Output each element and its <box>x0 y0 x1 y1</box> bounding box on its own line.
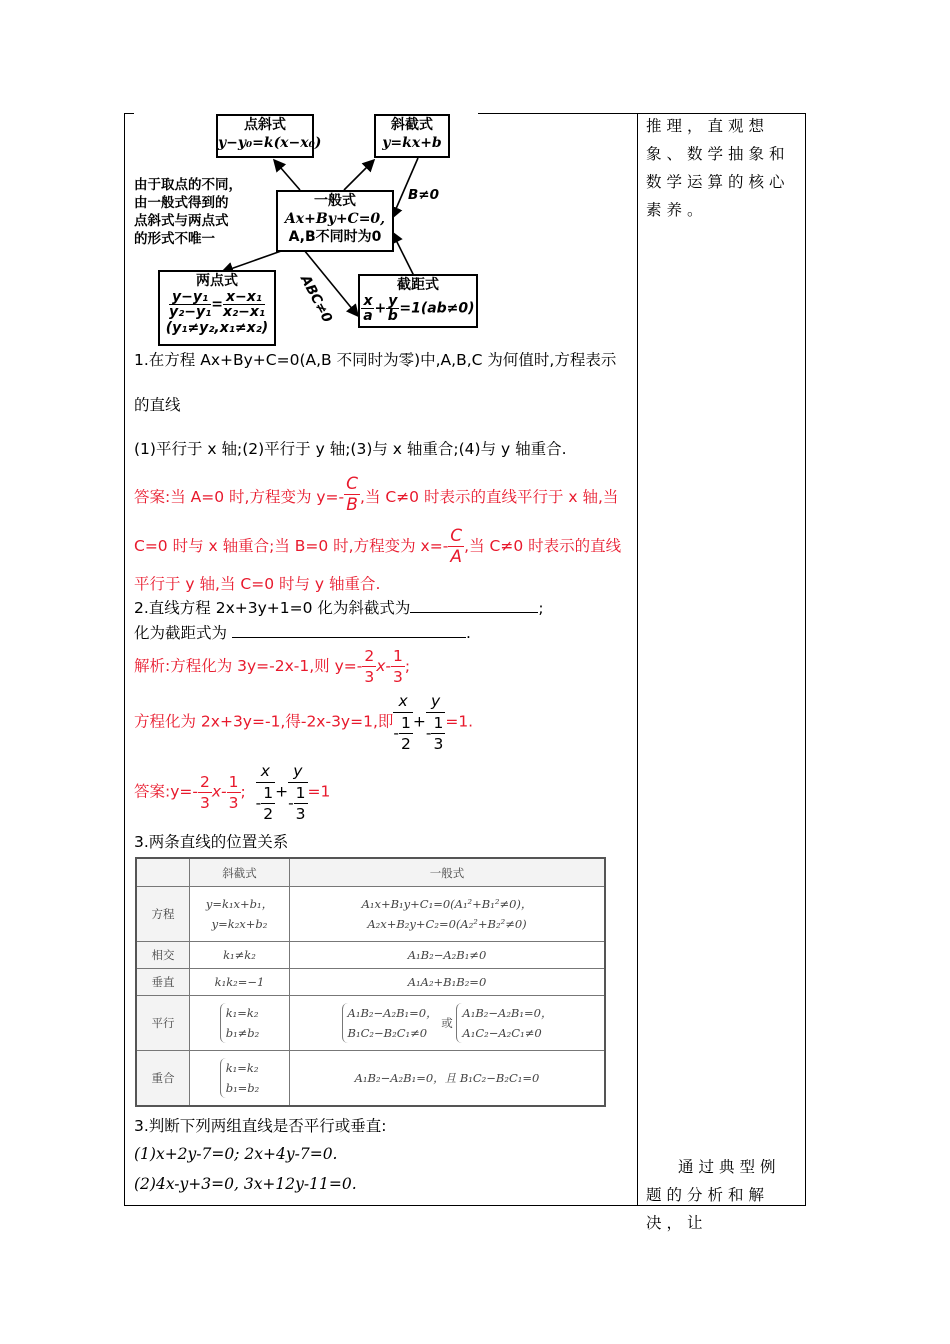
frac-y-over-neg-third: y - $\frac{1}{3}$ <box>425 692 444 753</box>
q2-blank-1 <box>410 598 538 613</box>
arrow-to-slope-intercept <box>344 160 374 190</box>
table-row: 垂直 k₁k₂=−1 A₁A₂+B₁B₂=0 <box>136 969 605 996</box>
q4-line1: (1)x+2y-7=0; 2x+4y-7=0. <box>134 1145 338 1163</box>
q1-answer-line2: C=0 时与 x 轴重合;当 B=0 时,方程变为 x=- $\frac{C}{A}$ ,当 C≠0 时表示的直线 <box>134 526 622 567</box>
table-row: 方程 y=k₁x+b₁， y=k₂x+b₂ A₁x+B₁y+C₁=0(A₁²+B₁²≠0)， A₂x+B₂y+C₂=0(A₂²+B₂²≠0) <box>136 887 605 942</box>
q1-line1: 1.在方程 Ax+By+C=0(A,B 不同时为零)中,A,B,C 为何值时,方程表示 <box>134 351 617 369</box>
label-abc-nonzero: ABC≠0 <box>296 272 336 326</box>
arrow-from-intercept <box>392 232 414 276</box>
two-point-frac-left: $\frac{\text{y−y₁}}{\text{y₂−y₁}}$ <box>168 289 212 320</box>
q4-title: 3.判断下列两组直线是否平行或垂直: <box>134 1117 387 1135</box>
frame-right-border <box>805 113 806 1205</box>
q1-answer-line3: 平行于 y 轴,当 C=0 时与 y 轴重合. <box>134 575 381 593</box>
q2-blank-2 <box>232 623 466 638</box>
table-row: 平行 k₁=k₂ b₁≠b₂ A₁B₂−A₂B₁=0， B₁C₂−B₂C₁≠0 或 A₁B₂−A₂B₁=0， A₁C₂−A₂C₁≠0 <box>136 996 605 1051</box>
box-point-slope: 点斜式 y−y₀=k(x−x₀) <box>216 114 314 158</box>
q2-solution-line1: 解析:方程化为 3y=-2x-1,则 y=- $\frac{2}{3}$ x- $\frac{1}{3}$ ; <box>134 647 411 686</box>
q4-line2: (2)4x-y+3=0, 3x+12y-11=0. <box>134 1175 357 1193</box>
table-row: 相交 k₁≠k₂ A₁B₂−A₂B₁≠0 <box>136 942 605 969</box>
table-row: 重合 k₁=k₂ b₁=b₂ A₁B₂−A₂B₁=0，且 B₁C₂−B₂C₁=0 <box>136 1051 605 1106</box>
column-divider <box>637 113 638 1205</box>
arrow-to-point-slope <box>274 160 300 190</box>
frame-top-border <box>124 113 134 114</box>
two-point-frac-right: $\frac{\text{x−x₁}}{\text{x₂−x₁}}$ <box>222 289 266 320</box>
arrow-to-two-point <box>222 250 284 272</box>
box-intercept: 截距式 $\frac{x}{a}$ + $\frac{y}{b}$ =1(ab≠0) <box>358 274 478 328</box>
line-relation-table <box>135 857 606 1107</box>
q1-answer-line1: 答案:当 A=0 时,方程变为 y=- $\frac{C}{B}$ ,当 C≠0 时表示的直线平行于 x 轴,当 <box>134 474 619 515</box>
box-slope-intercept: 斜截式 y=kx+b <box>374 114 450 158</box>
box-two-point: 两点式 $\frac{\text{y−y₁}}{\text{y₂−y₁}}$ = $\frac{\text{x−x₁}}{\text{x₂−x₁}}$ (y₁≠y₂,x₁≠x₂) <box>158 270 276 346</box>
diagram-note: 由于取点的不同， 由一般式得到的 点斜式与两点式 的形式不唯一 <box>134 177 242 247</box>
q2-answer: 答案:y=- $\frac{2}{3}$ x- $\frac{1}{3}$ ; x - $\frac{1}{2}$ + y - $\frac{1}{3}$ =1 <box>134 762 331 823</box>
q2-solution-line2: 方程化为 2x+3y=-1,得-2x-3y=1,即 x - $\frac{1}{2}$ + y - $\frac{1}{3}$ =1. <box>134 692 474 753</box>
frac-c-over-b: $\frac{C}{B}$ <box>346 474 359 515</box>
side-note-bottom: 通过典型例题的分析和解决，让 <box>646 1158 781 1232</box>
q1-line3: (1)平行于 x 轴;(2)平行于 y 轴;(3)与 x 轴重合;(4)与 y 轴重合. <box>134 440 567 458</box>
q3-title: 3.两条直线的位置关系 <box>134 833 289 851</box>
q2-line2: 化为截距式为 . <box>134 624 471 642</box>
side-note-top: 推理，直观想象、数学抽象和数学运算的核心素养。 <box>646 117 790 219</box>
frame-left-border <box>124 113 125 1205</box>
q2-line1: 2.直线方程 2x+3y+1=0 化为斜截式为 ; <box>134 599 544 617</box>
q1-line2: 的直线 <box>134 396 181 414</box>
table-header-row: 斜截式 一般式 <box>136 858 605 887</box>
frac-c-over-a: $\frac{C}{A}$ <box>450 526 463 567</box>
line-forms-diagram <box>134 114 484 334</box>
label-b-nonzero: B≠0 <box>408 187 439 203</box>
frac-x-over-neg-half: x - $\frac{1}{2}$ <box>393 692 411 753</box>
box-general: 一般式 Ax+By+C=0, A,B不同时为0 <box>276 190 394 252</box>
